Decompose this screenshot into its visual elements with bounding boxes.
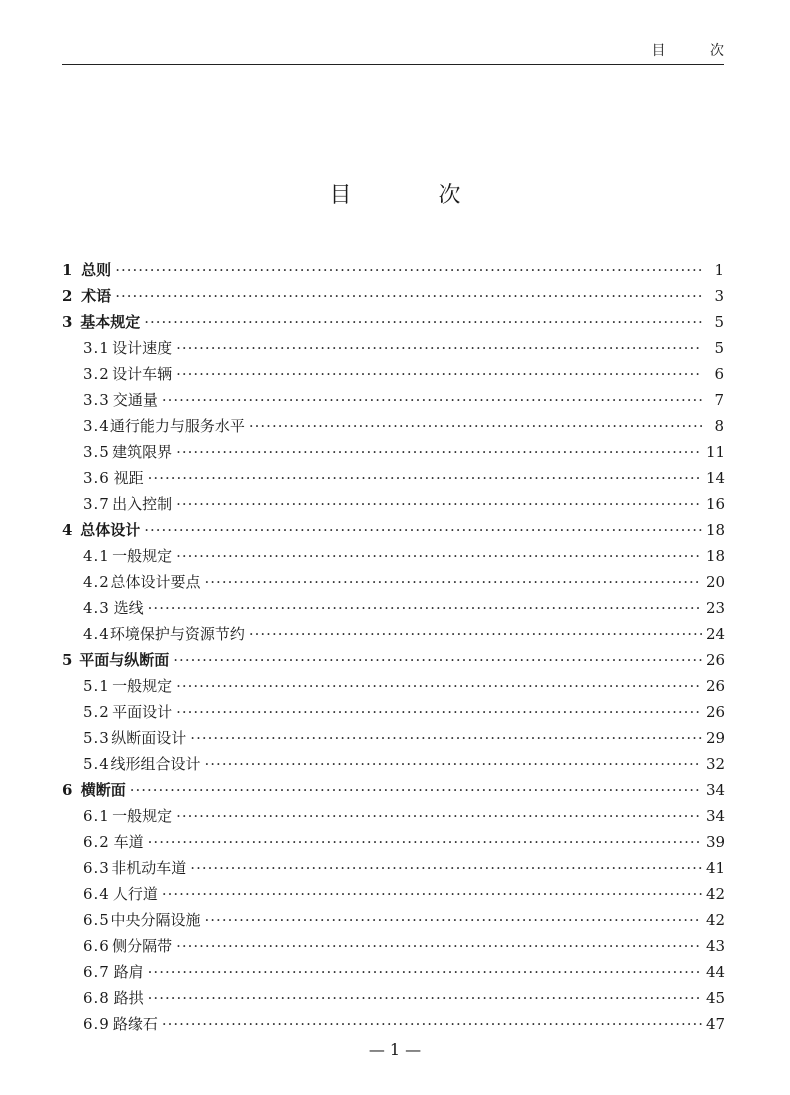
toc-entry-page: 42 [706, 911, 726, 929]
toc-entry-page: 44 [706, 963, 726, 981]
toc-entry-label: 设计车辆 [112, 365, 173, 383]
toc-section-entry[interactable] [62, 753, 724, 779]
toc-section-entry[interactable] [62, 883, 724, 909]
toc-dot-leader [148, 599, 702, 617]
toc-entry-page: 24 [706, 625, 726, 643]
toc-section-entry[interactable] [62, 727, 724, 753]
toc-entry-number: 6.2 [83, 833, 110, 851]
toc-entry-number: 1 [62, 261, 73, 279]
toc-section-entry[interactable] [62, 441, 724, 467]
toc-dot-leader [176, 339, 702, 357]
toc-entry-number: 3.5 [83, 443, 110, 461]
toc-entry-number: 6.7 [83, 963, 110, 981]
toc-entry-label: 平面设计 [112, 703, 173, 721]
toc-entry-page: 26 [706, 703, 726, 721]
toc-section-entry[interactable] [62, 987, 724, 1013]
toc-section-entry[interactable] [62, 545, 724, 571]
toc-entry-number: 6.9 [83, 1015, 110, 1033]
toc-section-entry[interactable] [62, 363, 724, 389]
toc-entry-page: 7 [714, 391, 724, 409]
toc-section-entry[interactable] [62, 805, 724, 831]
toc-chapter-entry[interactable] [62, 519, 724, 545]
toc-section-entry[interactable] [62, 961, 724, 987]
toc-entry-label: 横断面 [80, 781, 126, 799]
toc-entry-number: 3.4 [83, 417, 110, 435]
toc-entry-page: 47 [706, 1015, 726, 1033]
toc-entry-number: 4.4 [83, 625, 110, 643]
toc-entry-page: 29 [706, 729, 726, 747]
toc-entry-number: 5.3 [83, 729, 110, 747]
toc-section-entry[interactable] [62, 337, 724, 363]
toc-chapter-entry[interactable] [62, 285, 724, 311]
toc-entry-label: 总体设计要点 [110, 573, 201, 591]
toc-entry-page: 26 [706, 651, 726, 669]
toc-entry-number: 3.6 [83, 469, 110, 487]
toc-dot-leader [148, 989, 702, 1007]
toc-entry-page: 43 [706, 937, 726, 955]
toc-entry-number: 3 [62, 313, 73, 331]
toc-entry-page: 34 [706, 781, 726, 799]
toc-entry-number: 4.3 [83, 599, 110, 617]
toc-entry-label: 选线 [113, 599, 144, 617]
toc-entry-number: 5.2 [83, 703, 110, 721]
toc-entry-label: 线形组合设计 [110, 755, 201, 773]
toc-dot-leader [148, 833, 702, 851]
toc-entry-label: 人行道 [112, 885, 158, 903]
toc-section-entry[interactable] [62, 857, 724, 883]
toc-entry-page: 14 [706, 469, 726, 487]
toc-entry-label: 侧分隔带 [112, 937, 173, 955]
toc-dot-leader [176, 495, 702, 513]
toc-entry-page: 8 [714, 417, 724, 435]
toc-entry-label: 平面与纵断面 [79, 651, 170, 669]
toc-entry-page: 5 [714, 339, 724, 357]
toc-entry-page: 41 [706, 859, 726, 877]
toc-section-entry[interactable] [62, 935, 724, 961]
toc-entry-number: 6.1 [83, 807, 110, 825]
toc-chapter-entry[interactable] [62, 311, 724, 337]
toc-dot-leader [190, 859, 702, 877]
toc-entry-page: 1 [714, 261, 724, 279]
toc-entry-page: 45 [706, 989, 726, 1007]
toc-entry-page: 5 [714, 313, 724, 331]
toc-dot-leader [162, 391, 702, 409]
toc-dot-leader [162, 885, 702, 903]
toc-section-entry[interactable] [62, 675, 724, 701]
toc-entry-number: 4.2 [83, 573, 110, 591]
toc-dot-leader [115, 261, 702, 279]
toc-entry-label: 视距 [113, 469, 144, 487]
toc-entry-page: 26 [706, 677, 726, 695]
toc-dot-leader [249, 625, 702, 643]
toc-entry-page: 23 [706, 599, 726, 617]
toc-section-entry[interactable] [62, 415, 724, 441]
toc-entry-label: 通行能力与服务水平 [109, 417, 245, 435]
toc-entry-label: 出入控制 [112, 495, 173, 513]
toc-entry-page: 11 [706, 443, 726, 461]
toc-entry-number: 3.2 [83, 365, 110, 383]
toc-dot-leader [144, 521, 702, 539]
toc-entry-number: 3.7 [83, 495, 110, 513]
toc-entry-number: 4.1 [83, 547, 110, 565]
toc-chapter-entry[interactable] [62, 779, 724, 805]
toc-entry-number: 3.1 [83, 339, 110, 357]
toc-entry-label: 总则 [81, 261, 112, 279]
toc-entry-page: 32 [706, 755, 726, 773]
toc-section-entry[interactable] [62, 571, 724, 597]
toc-section-entry[interactable] [62, 1013, 724, 1039]
toc-entry-label: 路拱 [113, 989, 144, 1007]
toc-entry-number: 5 [62, 651, 73, 669]
toc-dot-leader [115, 287, 702, 305]
toc-dot-leader [130, 781, 702, 799]
toc-entry-page: 39 [706, 833, 726, 851]
toc-dot-leader [190, 729, 702, 747]
toc-section-entry[interactable] [62, 389, 724, 415]
toc-dot-leader [176, 807, 702, 825]
toc-section-entry[interactable] [62, 597, 724, 623]
toc-section-entry[interactable] [62, 467, 724, 493]
toc-dot-leader [205, 573, 702, 591]
toc-dot-leader [176, 443, 702, 461]
toc-entry-number: 5.1 [83, 677, 110, 695]
toc-entry-label: 环境保护与资源节约 [109, 625, 245, 643]
toc-entry-page: 34 [706, 807, 726, 825]
toc-entry-number: 6.6 [83, 937, 110, 955]
toc-dot-leader [176, 703, 702, 721]
toc-section-entry[interactable] [62, 493, 724, 519]
toc-dot-leader [144, 313, 702, 331]
toc-entry-label: 术语 [81, 287, 112, 305]
toc-section-entry[interactable] [62, 623, 724, 649]
toc-entry-page: 16 [706, 495, 726, 513]
toc-entry-label: 交通量 [112, 391, 158, 409]
toc-entry-page: 18 [706, 521, 726, 539]
toc-section-entry[interactable] [62, 831, 724, 857]
toc-chapter-entry[interactable] [62, 259, 724, 285]
toc-dot-leader [162, 1015, 702, 1033]
toc-entry-number: 4 [62, 521, 73, 539]
toc-dot-leader [176, 365, 702, 383]
toc-entry-label: 非机动车道 [111, 859, 187, 877]
toc-entry-label: 设计速度 [112, 339, 173, 357]
toc-dot-leader [176, 677, 702, 695]
toc-chapter-entry[interactable] [62, 649, 724, 675]
toc-entry-page: 42 [706, 885, 726, 903]
toc-entry-page: 20 [706, 573, 726, 591]
toc-entry-label: 一般规定 [112, 677, 173, 695]
toc-section-entry[interactable] [62, 701, 724, 727]
toc-dot-leader [148, 963, 702, 981]
toc-section-entry[interactable] [62, 909, 724, 935]
toc-entry-number: 5.4 [83, 755, 110, 773]
toc-entry-page: 18 [706, 547, 726, 565]
toc-entry-number: 6.3 [83, 859, 110, 877]
toc-entry-label: 建筑限界 [112, 443, 173, 461]
toc-dot-leader [173, 651, 702, 669]
toc-entry-page: 6 [714, 365, 724, 383]
running-header-title: 目 次 [651, 43, 744, 59]
toc-entry-number: 6.8 [83, 989, 110, 1007]
toc-entry-label: 路缘石 [112, 1015, 158, 1033]
toc-entry-number: 6 [62, 781, 73, 799]
toc-dot-leader [176, 547, 702, 565]
toc-entry-number: 6.4 [83, 885, 110, 903]
toc-entry-page: 3 [714, 287, 724, 305]
toc-dot-leader [205, 755, 702, 773]
toc-entry-number: 2 [62, 287, 73, 305]
toc-entry-label: 中央分隔设施 [110, 911, 201, 929]
toc-entry-label: 车道 [113, 833, 144, 851]
toc-entry-label: 总体设计 [80, 521, 141, 539]
toc-entry-label: 一般规定 [112, 807, 173, 825]
toc-dot-leader [249, 417, 702, 435]
toc-entry-number: 3.3 [83, 391, 110, 409]
page-number: — 1 — [368, 1040, 422, 1059]
toc-entry-label: 路肩 [113, 963, 144, 981]
page-title: 目 次 [329, 183, 501, 208]
toc-dot-leader [205, 911, 702, 929]
toc-entry-label: 纵断面设计 [111, 729, 187, 747]
toc-entry-label: 一般规定 [112, 547, 173, 565]
toc-entry-number: 6.5 [83, 911, 110, 929]
toc-dot-leader [148, 469, 702, 487]
toc-entry-label: 基本规定 [80, 313, 141, 331]
table-of-contents [62, 259, 724, 1039]
running-header [62, 38, 744, 65]
toc-dot-leader [176, 937, 702, 955]
